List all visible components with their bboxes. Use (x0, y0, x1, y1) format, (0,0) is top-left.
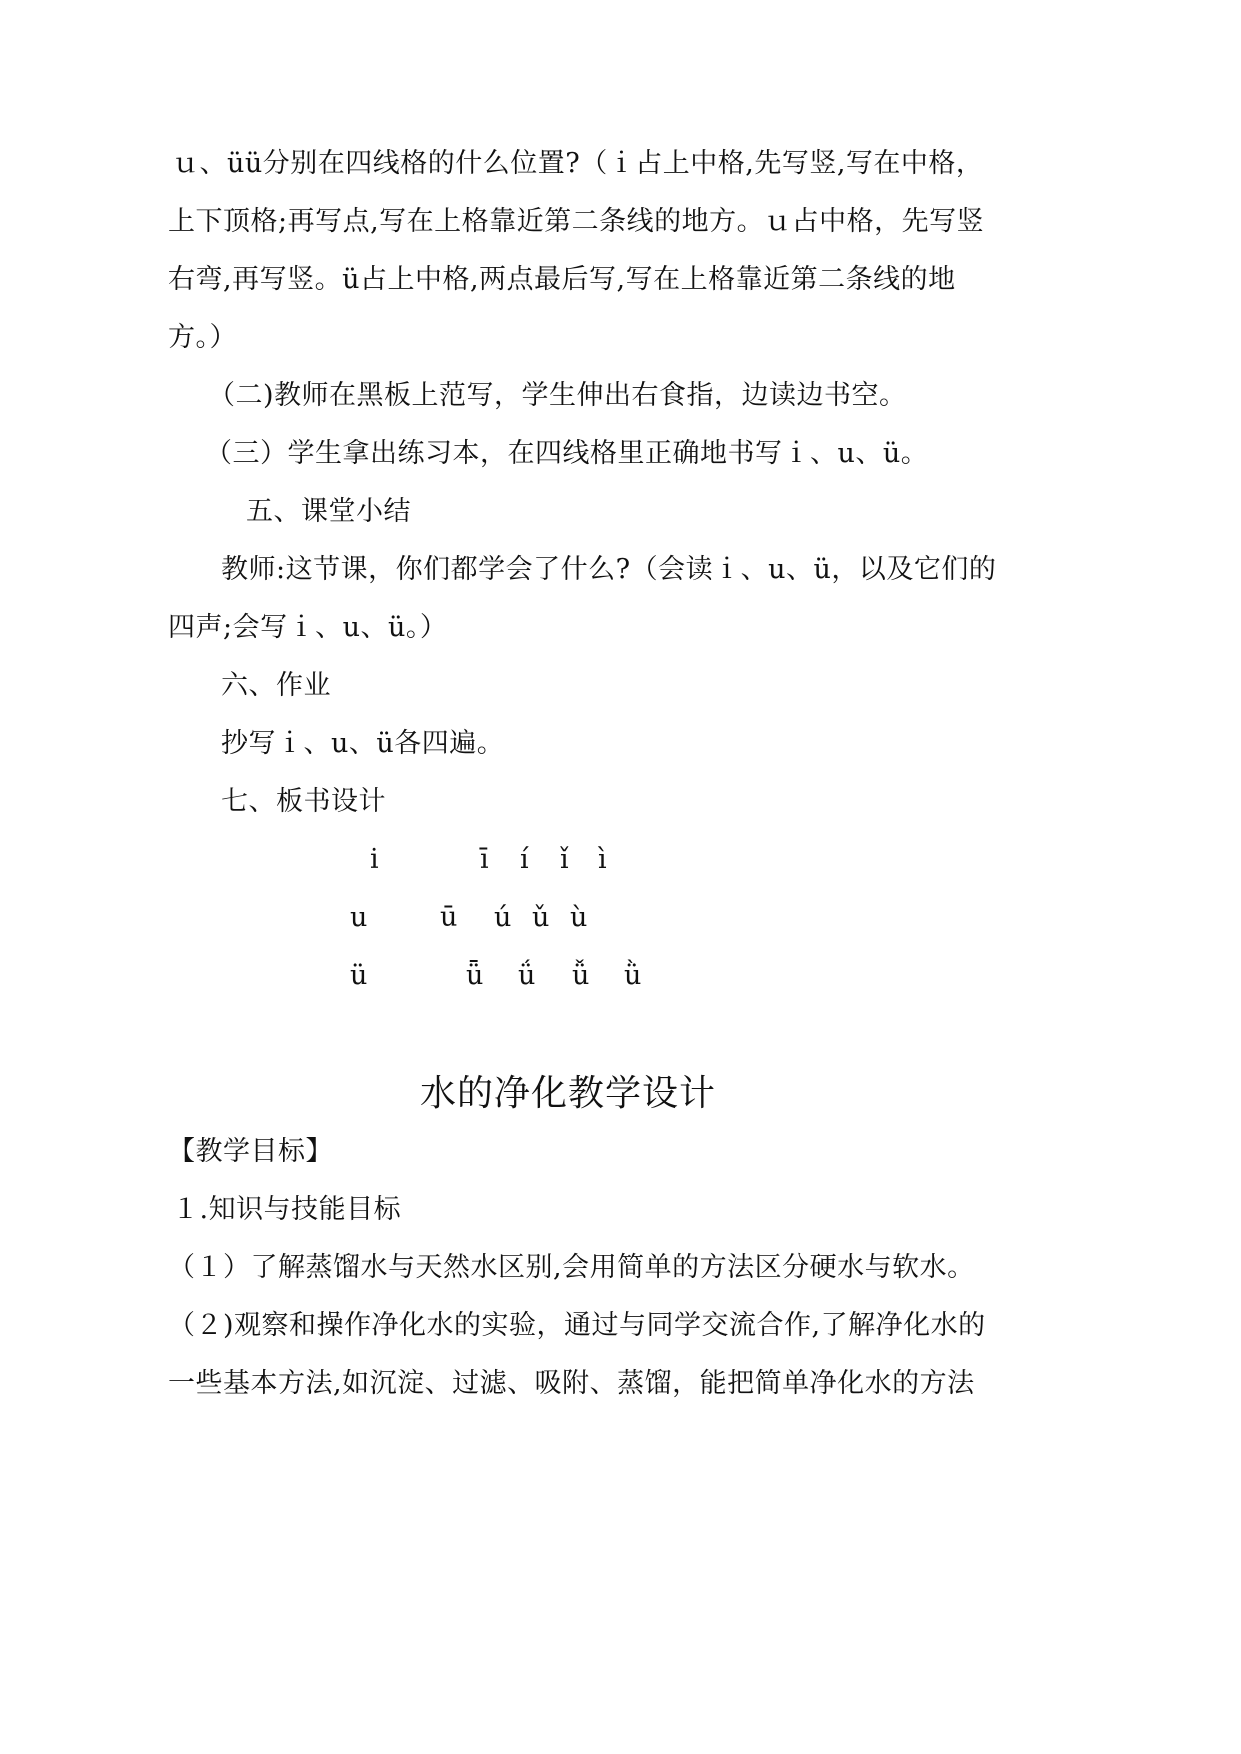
section-five-heading: 五、课堂小结 (246, 496, 411, 527)
board-row-i-tone-4: ì (598, 844, 607, 875)
step-three: （三）学生拿出练习本，在四线格里正确地书写ｉ、u、ü。 (205, 438, 929, 469)
goal-knowledge-skills: １.知识与技能目标 (172, 1194, 402, 1225)
paragraph-line-2: 上下顶格;再写点,写在上格靠近第二条线的地方。ｕ占中格，先写竖 (168, 206, 985, 237)
board-row-i-tone-2: í (520, 844, 529, 875)
section-seven-heading: 七、板书设计 (221, 786, 386, 817)
board-row-u-tone-3: ǔ (532, 902, 550, 933)
goal-item-2-line-2: 一些基本方法,如沉淀、过滤、吸附、蒸馏，能把简单净化水的方法 (168, 1368, 975, 1399)
board-row-i-base: i (370, 844, 379, 875)
goal-item-1: （１）了解蒸馏水与天然水区别,会用简单的方法区分硬水与软水。 (168, 1252, 975, 1283)
board-row-i-tone-1: ī (480, 844, 489, 875)
summary-line-2: 四声;会写ｉ、u、ü。） (168, 612, 448, 643)
board-row-u-tone-4: ù (570, 902, 588, 933)
board-row-u-tone-2: ú (494, 902, 512, 933)
board-row-u-tone-1: ū (440, 902, 458, 933)
board-row-i-tone-3: ǐ (560, 844, 569, 875)
step-two: （二)教师在黑板上范写，学生伸出右食指，边读边书空。 (208, 380, 907, 411)
document-title: 水的净化教学设计 (420, 1073, 717, 1114)
board-row-v-tone-2: ǘ (518, 960, 536, 991)
goals-heading: 【教学目标】 (168, 1136, 333, 1167)
board-row-v-tone-1: ǖ (466, 960, 484, 991)
paragraph-line-3: 右弯,再写竖。ü占上中格,两点最后写,写在上格靠近第二条线的地 (168, 264, 956, 295)
homework-text: 抄写ｉ、u、ü各四遍。 (221, 728, 505, 759)
board-row-u-base: u (350, 902, 368, 933)
board-row-v-tone-4: ǜ (624, 960, 642, 991)
paragraph-line-4: 方。） (168, 322, 237, 353)
goal-item-2-line-1: （２)观察和操作净化水的实验，通过与同学交流合作,了解净化水的 (168, 1310, 986, 1341)
section-six-heading: 六、作业 (221, 670, 331, 701)
summary-line-1: 教师:这节课，你们都学会了什么?（会读ｉ、u、ü，以及它们的 (221, 554, 997, 585)
board-row-v-tone-3: ǚ (572, 960, 590, 991)
paragraph-line-1: ｕ、üü分别在四线格的什么位置?（ｉ占上中格,先写竖,写在中格， (172, 148, 984, 179)
board-row-v-base: ü (350, 960, 368, 991)
